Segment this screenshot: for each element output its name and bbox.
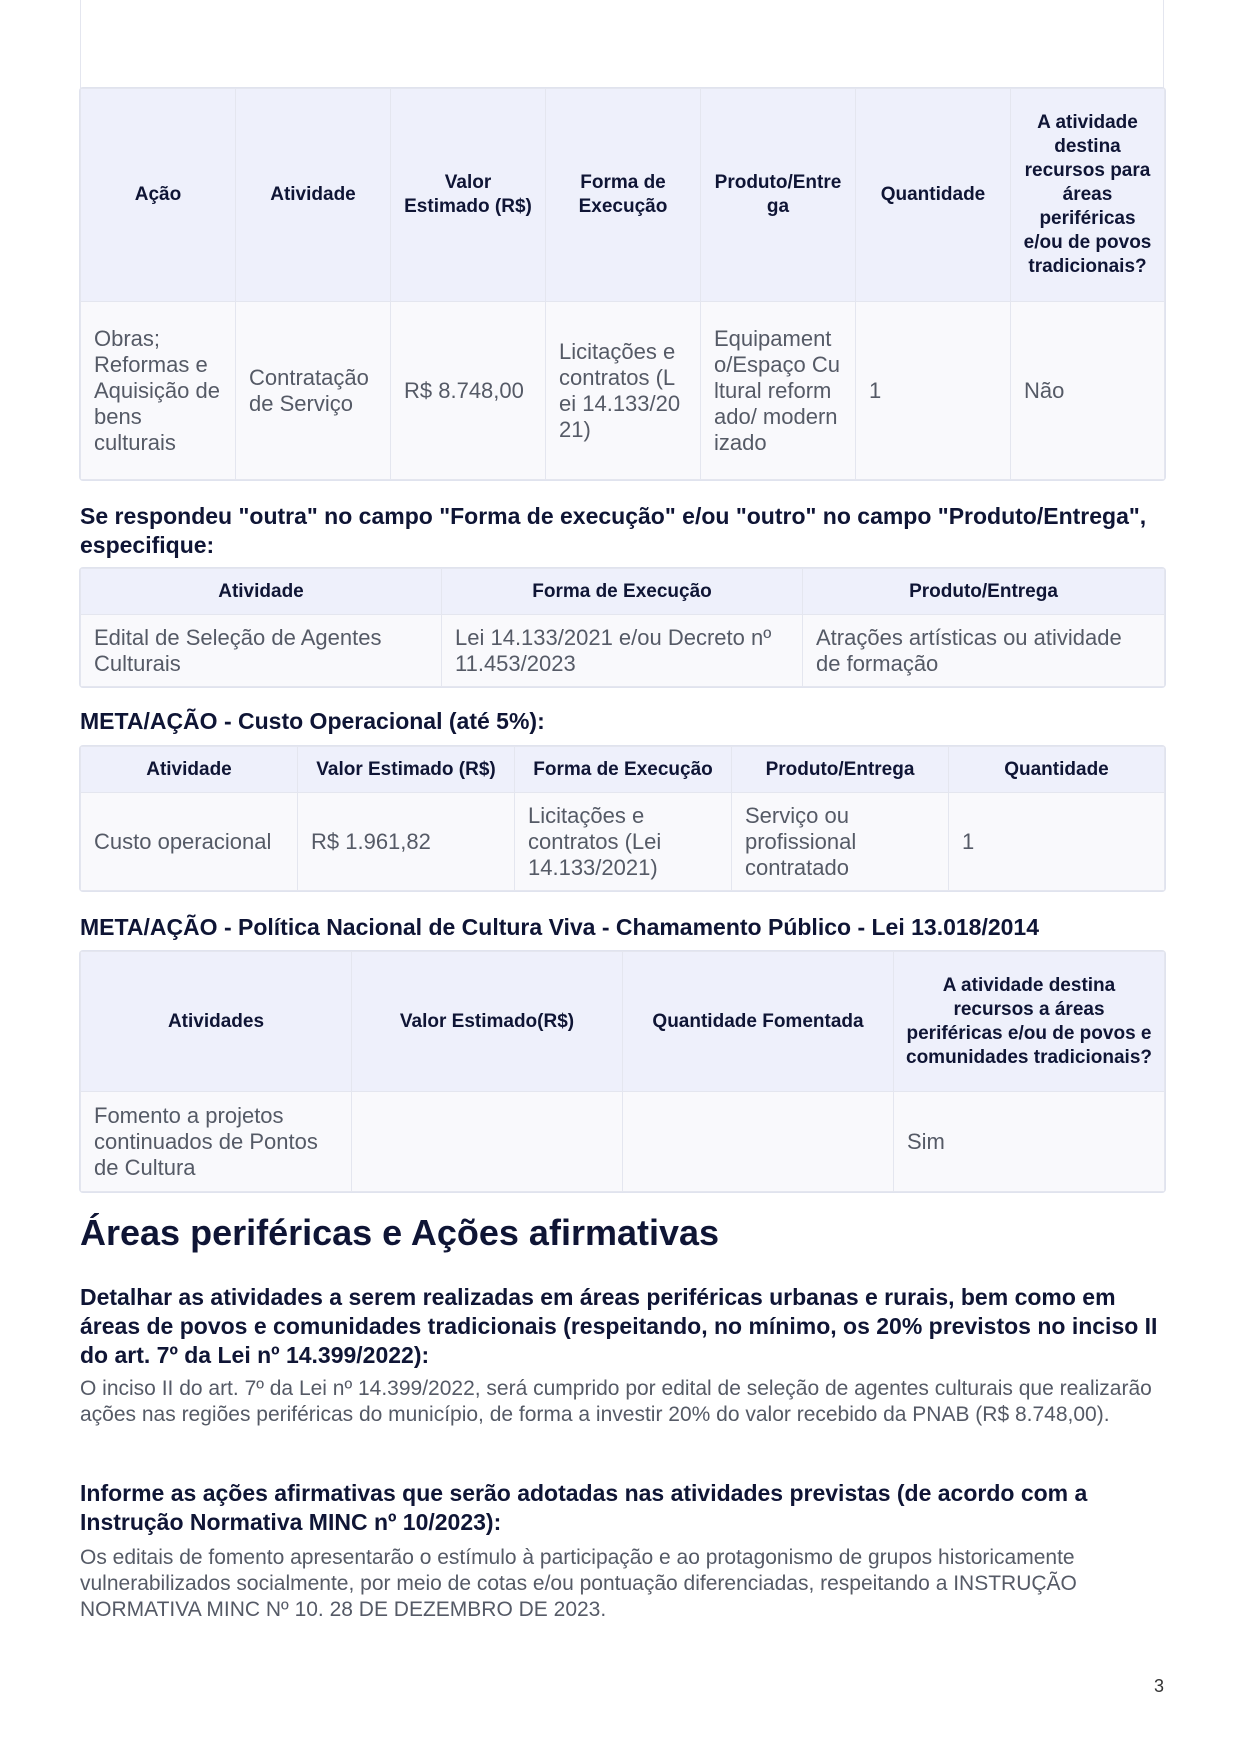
col-atividade: Atividade (236, 89, 391, 302)
cell: 1 (949, 793, 1165, 891)
cell: Licitações e contratos (Lei 14.133/2021) (546, 302, 701, 480)
meta-custo-operacional-heading: META/AÇÃO - Custo Operacional (até 5%): (80, 708, 545, 734)
question-other: Se respondeu "outra" no campo "Forma de execução" e/ou "outro" no campo "Produto/Entrega", especifique: (80, 503, 1147, 558)
table-row (81, 615, 1165, 687)
cell: Equipamento/Espaço Cultural reformado/ modernizado (701, 302, 856, 480)
table-row (81, 1092, 1165, 1192)
col-valor-estimado: Valor Estimado (R$) (391, 89, 546, 302)
cell: R$ 1.961,82 (298, 793, 515, 891)
cell (352, 1092, 623, 1192)
cell: Contratação de Serviço (236, 302, 391, 480)
meta-cultura-viva-heading: META/AÇÃO - Política Nacional de Cultura Viva - Chamamento Público - Lei 13.018/2014 (80, 914, 1040, 940)
col-areas-perifericas: A atividade destina recursos a áreas periféricas e/ou de povos e comunidades tradicionais? (894, 952, 1165, 1092)
col-forma-execucao: Forma de Execução (546, 89, 701, 302)
col-atividade: Atividade (81, 569, 442, 615)
table-header-row (81, 747, 1165, 793)
table-row (81, 793, 1165, 891)
cell: Licitações e contratos (Lei 14.133/2021) (515, 793, 732, 891)
col-produto-entrega: Produto/Entrega (701, 89, 856, 302)
col-acao: Ação (81, 89, 236, 302)
answer-acoes-afirmativas: Os editais de fomento apresentarão o estímulo à participação e ao protagonismo de grupos historicamente vulnerabilizados socialmente, por meio de cotas e/ou pontuação diferenciadas, respeitando a INSTRUÇÃO NORMATIVA MINC Nº 10. 28 DE DEZEMBRO DE 2023. (80, 1546, 1077, 1621)
cell: R$ 8.748,00 (391, 302, 546, 480)
operational-cost-table (80, 746, 1165, 891)
question-areas-perifericas: Detalhar as atividades a serem realizadas em áreas periféricas urbanas e rurais, bem como em áreas de povos e comunidades tradicionais (respeitando, no mínimo, os 20% previstos no inciso II do art. 7º da Lei nº 14.399/2022): (80, 1284, 1158, 1368)
question-acoes-afirmativas: Informe as ações afirmativas que serão adotadas nas atividades previstas (de acordo com a Instrução Normativa MINC nº 10/2023): (80, 1480, 1088, 1535)
actions-table (80, 88, 1165, 480)
cell: Não (1011, 302, 1165, 480)
cell (623, 1092, 894, 1192)
page-number: 3 (1153, 1676, 1164, 1696)
col-quantidade: Quantidade (949, 747, 1165, 793)
col-atividade: Atividade (81, 747, 298, 793)
cultura-viva-table (80, 951, 1165, 1192)
col-atividades: Atividades (81, 952, 352, 1092)
col-forma-execucao: Forma de Execução (442, 569, 803, 615)
previous-table-continuation (80, 0, 1164, 88)
table-row (81, 302, 1165, 480)
answer-areas-perifericas: O inciso II do art. 7º da Lei nº 14.399/2022, será cumprido por edital de seleção de agentes culturais que realizarão ações nas regiões periféricas do município, de forma a investir 20% do valor recebido da PNAB (R$ 8.748,00). (80, 1377, 1152, 1426)
cell: Fomento a projetos continuados de Pontos de Cultura (81, 1092, 352, 1192)
col-valor-estimado: Valor Estimado (R$) (298, 747, 515, 793)
cell: Sim (894, 1092, 1165, 1192)
cell: Serviço ou profissional contratado (732, 793, 949, 891)
col-quantidade-fomentada: Quantidade Fomentada (623, 952, 894, 1092)
cell: Atrações artísticas ou atividade de formação (803, 615, 1165, 687)
table-header-row (81, 952, 1165, 1092)
cell: Edital de Seleção de Agentes Culturais (81, 615, 442, 687)
col-quantidade: Quantidade (856, 89, 1011, 302)
cell: Custo operacional (81, 793, 298, 891)
cell: Lei 14.133/2021 e/ou Decreto nº 11.453/2023 (442, 615, 803, 687)
col-produto-entrega: Produto/Entrega (803, 569, 1165, 615)
section-title: Áreas periféricas e Ações afirmativas (80, 1212, 720, 1253)
cell: Obras; Reformas e Aquisição de bens culturais (81, 302, 236, 480)
cell: 1 (856, 302, 1011, 480)
col-produto-entrega: Produto/Entrega (732, 747, 949, 793)
table-header-row (81, 569, 1165, 615)
col-valor-estimado: Valor Estimado(R$) (352, 952, 623, 1092)
col-forma-execucao: Forma de Execução (515, 747, 732, 793)
table-header-row (81, 89, 1165, 302)
col-areas-perifericas: A atividade destina recursos para áreas periféricas e/ou de povos tradicionais? (1011, 89, 1165, 302)
other-spec-table (80, 568, 1165, 687)
